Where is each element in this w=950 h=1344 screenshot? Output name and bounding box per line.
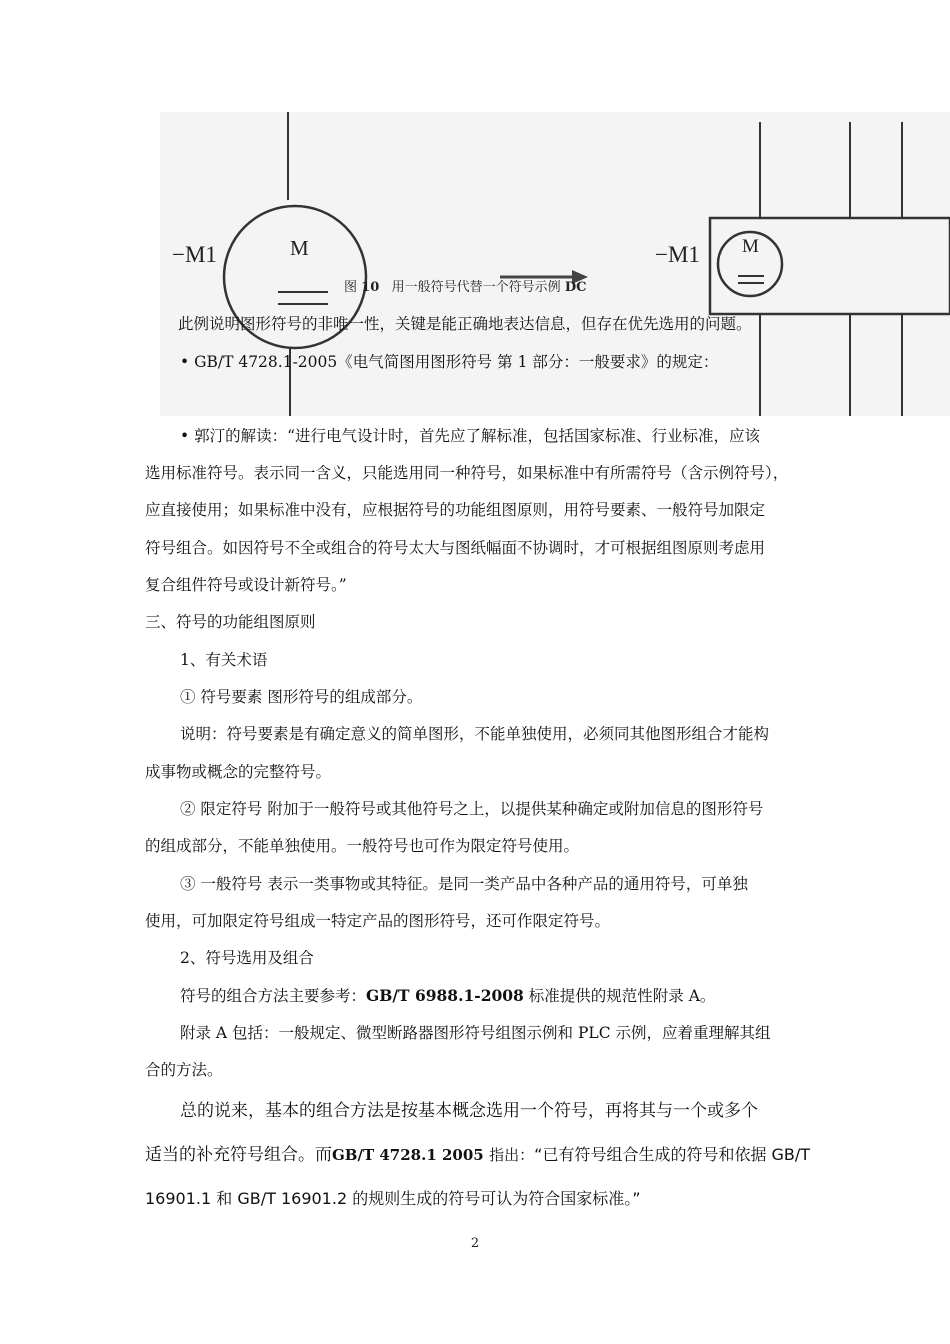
motor-letter-left: M — [290, 236, 309, 260]
text-line: 成事物或概念的完整符号。 — [145, 763, 332, 781]
page-number: 2 — [470, 1236, 480, 1251]
text-line: 选用标准符号。表示同一含义，只能选用同一种符号，如果标准中有所需符号（含示例符号）， — [145, 464, 789, 482]
text-line: ② 限定符号 附加于一般符号或其他符号之上，以提供某种确定或附加信息的图形符号 — [180, 800, 764, 818]
motor-label-right: −M1 — [655, 242, 700, 267]
text-line: 符号组合。如因符号不全或组合的符号太大与图纸幅面不协调时，才可根据组图原则考虑用 — [145, 539, 766, 557]
text-line: 适当的补充符号组合。而GB/T 4728.1 2005 指出：“已有符号组合生成的符号和依据 GB/T — [145, 1145, 811, 1165]
subsection-heading: 1、有关术语 — [180, 651, 268, 669]
text-line: • GB/T 4728.1-2005《电气简图用图形符号 第 1 部分：一般要求》的规定： — [180, 353, 719, 371]
text-line: 的组成部分，不能单独使用。一般符号也可作为限定符号使用。 — [145, 837, 580, 855]
text-line: 复合组件符号或设计新符号。” — [145, 576, 347, 594]
text-line: 使用，可加限定符号组成一特定产品的图形符号，还可作限定符号。 — [145, 912, 611, 930]
text-line: 16901.1 和 GB/T 16901.2 的规则生成的符号可认为符合国家标准。” — [145, 1189, 641, 1208]
text-line: 符号的组合方法主要参考：GB/T 6988.1-2008 标准提供的规范性附录 A。 — [180, 986, 716, 1005]
figure-caption: 图 10 用一般符号代替一个符号示例 DC — [344, 280, 587, 295]
text-line: • 郭汀的解读：“进行电气设计时，首先应了解标准，包括国家标准、行业标准，应该 — [180, 427, 760, 445]
text-line: 应直接使用；如果标准中没有，应根据符号的功能组图原则，用符号要素、一般符号加限定 — [145, 501, 766, 519]
motor-label-left: −M1 — [172, 242, 217, 267]
subsection-heading: 2、符号选用及组合 — [180, 949, 314, 967]
text-line: 总的说来，基本的组合方法是按基本概念选用一个符号，再将其与一个或多个 — [180, 1101, 758, 1121]
text-line: 说明：符号要素是有确定意义的简单图形，不能单独使用，必须同其他图形组合才能构 — [180, 725, 770, 743]
section-heading: 三、符号的功能组图原则 — [145, 613, 316, 631]
text-line: 合的方法。 — [145, 1061, 223, 1079]
text-line: ③ 一般符号 表示一类事物或其特征。是同一类产品中各种产品的通用符号，可单独 — [180, 875, 748, 893]
text-line: 此例说明图形符号的非唯一性，关键是能正确地表达信息，但存在优先选用的问题。 — [178, 315, 752, 333]
text-line: 附录 A 包括：一般规定、微型断路器图形符号组图示例和 PLC 示例，应着重理解其组 — [180, 1024, 771, 1042]
motor-letter-right: M — [742, 236, 759, 257]
text-line: ① 符号要素 图形符号的组成部分。 — [180, 688, 423, 706]
